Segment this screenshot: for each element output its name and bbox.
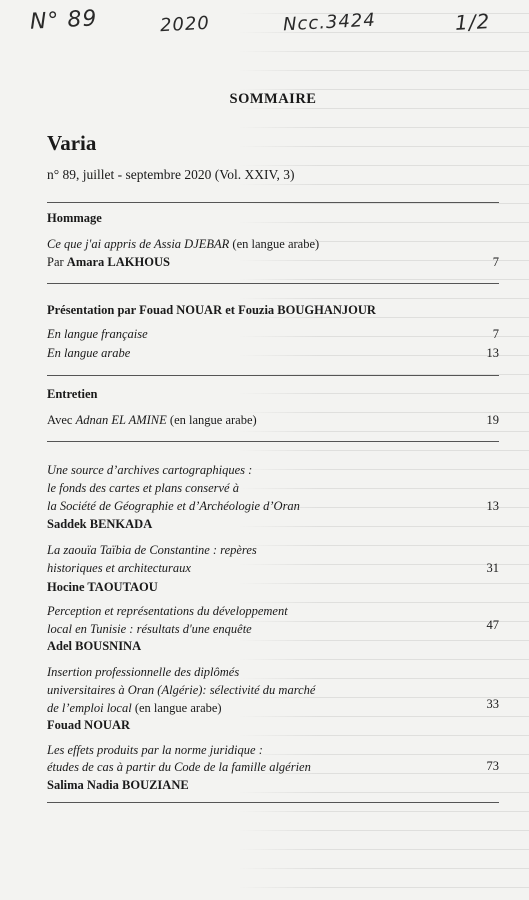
article-author: Adel BOUSNINA: [47, 639, 142, 653]
article-title-line: historiques et architecturaux: [47, 561, 191, 575]
page-number: 19: [486, 413, 499, 427]
author-prefix: Par: [47, 255, 67, 269]
article-author: Saddek BENKADA: [47, 517, 153, 531]
article-author: Fouad NOUAR: [47, 718, 130, 732]
hommage-author-line: [47, 255, 170, 270]
article-title-line: la Société de Géographie et d’Archéologie d’Oran: [47, 499, 300, 513]
heading-entretien: Entretien: [47, 387, 98, 401]
section-title-varia: Varia: [47, 131, 97, 155]
heading-hommage: Hommage: [47, 211, 102, 225]
heading-presentation: Présentation par Fouad NOUAR et Fouzia BOUGHANJOUR: [47, 303, 376, 317]
divider: [47, 441, 499, 442]
article-title-line: Une source d’archives cartographiques :: [47, 463, 253, 477]
issue-line: n° 89, juillet - septembre 2020 (Vol. XXIV, 3): [47, 167, 295, 182]
entretien-name: Adnan EL AMINE: [75, 413, 167, 427]
entretien-suffix: (en langue arabe): [166, 413, 257, 427]
page-number: 13: [486, 499, 499, 513]
article-title-italic: de l’emploi local: [47, 701, 132, 715]
handwritten-issue-number: N° 89: [29, 6, 99, 35]
article-title-line: La zaouïa Taïbia de Constantine : repères: [47, 543, 257, 557]
handwritten-fraction: 1/2: [454, 9, 491, 35]
presentation-item: En langue arabe: [47, 346, 131, 360]
article-title-line: études de cas à partir du Code de la famille algérien: [47, 760, 311, 774]
article-author: Salima Nadia BOUZIANE: [47, 778, 189, 792]
page-number: 31: [486, 561, 499, 575]
handwritten-reference: Ncc.3424: [282, 9, 377, 36]
article-title-line: le fonds des cartes et plans conservé à: [47, 481, 239, 495]
article-title-suffix: (en langue arabe): [131, 701, 222, 715]
page-number: 7: [492, 327, 499, 341]
article-title-line: Perception et représentations du développement: [47, 604, 288, 618]
hommage-title-italic: Ce que j'ai appris de Assia DJEBAR: [47, 237, 230, 251]
divider: [47, 375, 499, 376]
article-title-line: Insertion professionnelle des diplômés: [47, 665, 240, 679]
author-name: Amara LAKHOUS: [66, 255, 170, 269]
page-number: 13: [486, 346, 499, 360]
article-title-line: Les effets produits par la norme juridique :: [47, 743, 263, 757]
divider: [47, 283, 499, 284]
article-title-line: local en Tunisie : résultats d'une enquête: [47, 622, 252, 636]
page-number: 33: [486, 697, 499, 711]
article-title-line: universitaires à Oran (Algérie): sélectivité du marché: [47, 683, 316, 697]
presentation-item: En langue française: [47, 327, 148, 341]
hommage-title-suffix: (en langue arabe): [229, 237, 320, 251]
hommage-title: [47, 237, 319, 252]
divider: [47, 202, 499, 203]
page-number: 47: [486, 618, 499, 632]
divider: [47, 802, 499, 803]
page-number: 73: [486, 759, 499, 773]
page-number: 7: [492, 255, 499, 269]
entretien-line: [47, 413, 257, 428]
article-title-line: [47, 701, 222, 716]
page-title: SOMMAIRE: [229, 91, 317, 107]
entretien-prefix: Avec: [47, 413, 76, 427]
article-author: Hocine TAOUTAOU: [47, 580, 158, 594]
handwritten-year: 2020: [159, 12, 211, 37]
